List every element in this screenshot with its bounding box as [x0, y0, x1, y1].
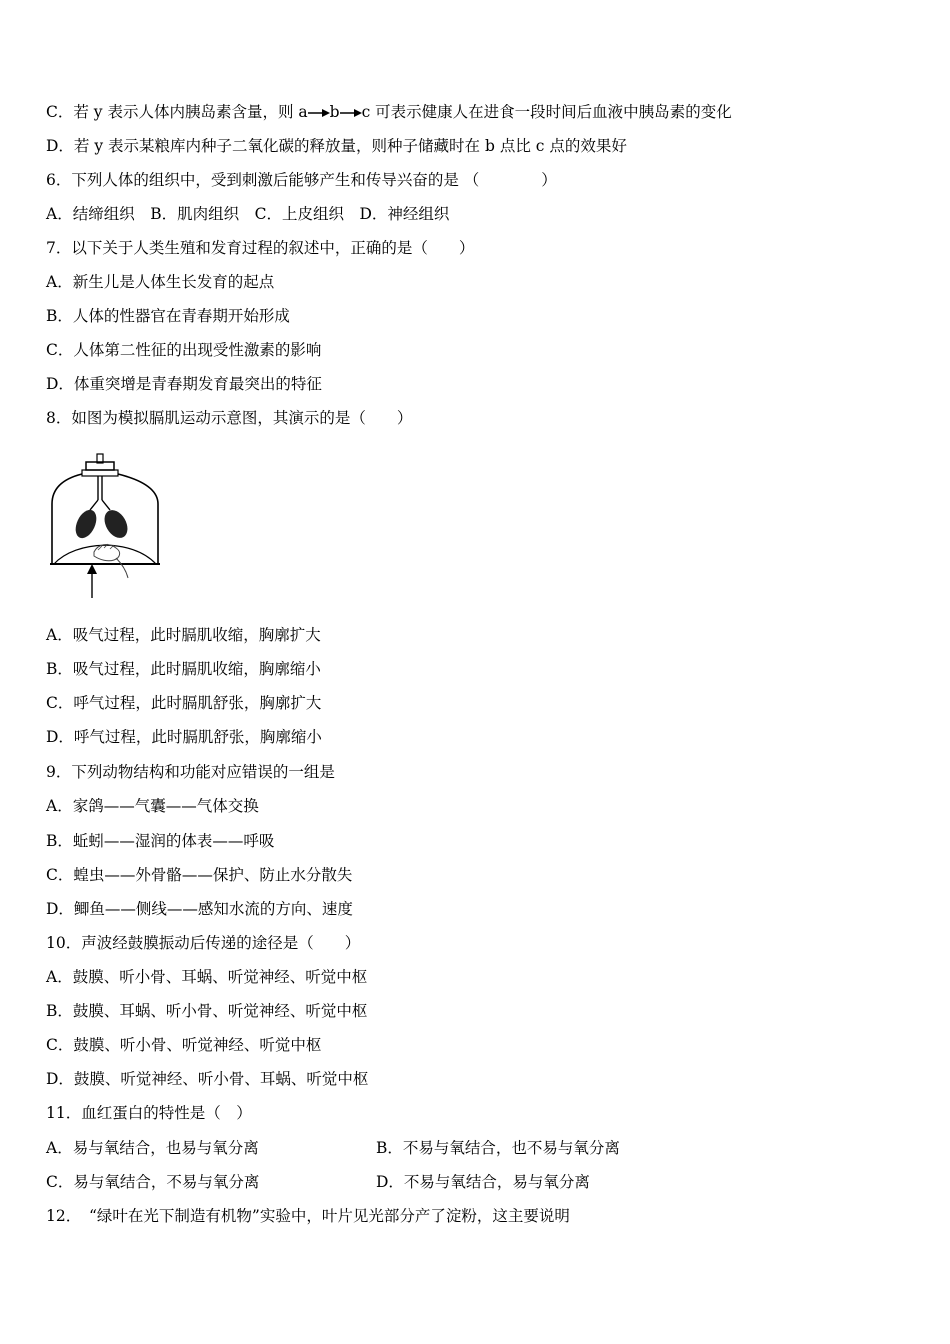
q10-stem: 10．声波经鼓膜振动后传递的途径是（ ）	[46, 934, 361, 952]
q11-option-c: C．易与氧结合，不易与氧分离	[46, 1173, 260, 1191]
arrow-icon	[308, 108, 330, 118]
q7-option-a: A．新生儿是人体生长发育的起点	[46, 273, 275, 291]
arrow-icon	[340, 108, 362, 118]
q11-stem: 11．血红蛋白的特性是（ ）	[46, 1104, 252, 1122]
q8-stem: 8．如图为模拟膈肌运动示意图，其演示的是（ ）	[46, 409, 413, 427]
q11-option-d: D．不易与氧结合，易与氧分离	[376, 1173, 590, 1191]
q10-option-a: A．鼓膜、听小骨、耳蜗、听觉神经、听觉中枢	[46, 968, 368, 986]
q9-option-a: A．家鸽——气囊——气体交换	[46, 797, 259, 815]
q7-stem: 7．以下关于人类生殖和发育过程的叙述中，正确的是（ ）	[46, 239, 475, 257]
q11-option-b: B．不易与氧结合，也不易与氧分离	[376, 1139, 620, 1157]
q9-option-c: C．蝗虫——外骨骼——保护、防止水分散失	[46, 866, 353, 884]
q9-stem: 9．下列动物结构和功能对应错误的一组是	[46, 763, 335, 781]
q8-option-c: C．呼气过程，此时膈肌舒张，胸廓扩大	[46, 694, 322, 712]
q9-option-d: D．鲫鱼——侧线——感知水流的方向、速度	[46, 900, 353, 918]
diaphragm-model-figure	[46, 452, 166, 600]
q5-option-d: D．若 y 表示某粮库内种子二氧化碳的释放量，则种子储藏时在 b 点比 c 点的效果好	[46, 137, 627, 155]
q6-stem: 6．下列人体的组织中，受到刺激后能够产生和传导兴奋的是 （ ）	[46, 171, 557, 189]
q7-option-d: D．体重突增是青春期发育最突出的特征	[46, 375, 322, 393]
q10-option-d: D．鼓膜、听觉神经、听小骨、耳蜗、听觉中枢	[46, 1070, 369, 1088]
q7-option-b: B．人体的性器官在青春期开始形成	[46, 307, 290, 325]
q11-option-a: A．易与氧结合，也易与氧分离	[46, 1139, 259, 1157]
q6-options: A．结缔组织 B．肌肉组织 C．上皮组织 D．神经组织	[46, 205, 450, 223]
q9-option-b: B．蚯蚓——湿润的体表——呼吸	[46, 832, 275, 850]
q7-option-c: C．人体第二性征的出现受性激素的影响	[46, 341, 322, 359]
q8-option-d: D．呼气过程，此时膈肌舒张，胸廓缩小	[46, 728, 322, 746]
q8-option-b: B．吸气过程，此时膈肌收缩，胸廓缩小	[46, 660, 321, 678]
q10-option-b: B．鼓膜、耳蜗、听小骨、听觉神经、听觉中枢	[46, 1002, 368, 1020]
q5-option-c: C．若 y 表示人体内胰岛素含量，则 a b c 可表示健康人在进食一段时间后血液中胰岛素的变化	[46, 103, 732, 121]
q8-option-a: A．吸气过程，此时膈肌收缩，胸廓扩大	[46, 626, 321, 644]
q12-stem: 12． “绿叶在光下制造有机物”实验中，叶片见光部分产了淀粉，这主要说明	[46, 1207, 570, 1225]
q10-option-c: C．鼓膜、听小骨、听觉神经、听觉中枢	[46, 1036, 322, 1054]
